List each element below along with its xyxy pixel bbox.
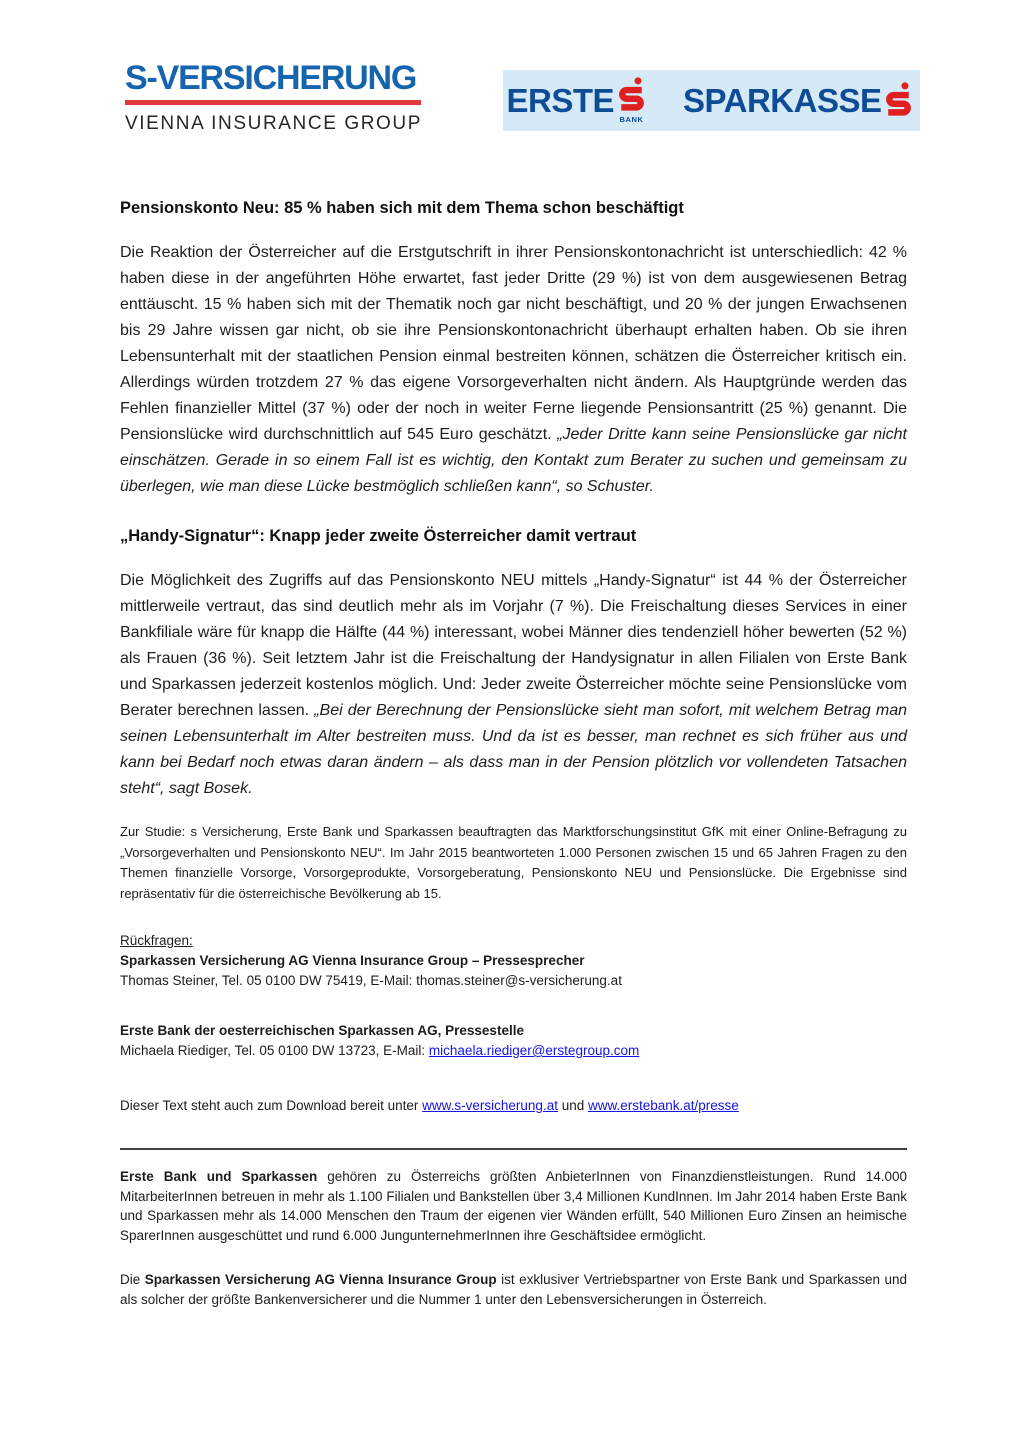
headline-pensionskonto: Pensionskonto Neu: 85 % haben sich mit dem Thema schon beschäftigt <box>120 199 684 217</box>
vienna-insurance-group-label: VIENNA INSURANCE GROUP <box>125 113 423 135</box>
download-text: und <box>557 1098 588 1113</box>
contact-spacer <box>120 1001 907 1021</box>
link-s-versicherung[interactable]: www.s-versicherung.at <box>422 1098 558 1113</box>
contact-text: Michaela Riediger, Tel. 05 0100 DW 13723, E-Mail: <box>120 1043 429 1058</box>
contact-section <box>120 931 907 1061</box>
press-contact-1-title: Sparkassen Versicherung AG Vienna Insurance Group – Pressesprecher <box>120 953 585 968</box>
boilerplate-bold: Sparkassen Versicherung AG Vienna Insurance Group <box>144 1272 497 1287</box>
boilerplate-sparkassen-versicherung <box>120 1270 907 1309</box>
headline-handy-signatur: „Handy-Signatur“: Knapp jeder zweite Österreicher damit vertraut <box>120 527 637 545</box>
s-versicherung-wordmark: S-VERSICHERUNG <box>125 59 417 97</box>
divider-rule <box>120 1148 907 1150</box>
boilerplate-erste-bank <box>120 1167 907 1245</box>
press-contact-1-details: Thomas Steiner, Tel. 05 0100 DW 75419, E-Mail: thomas.steiner@s-versicherung.at <box>120 973 622 988</box>
boilerplate-text: ist exklusiver Vertriebspartner von Erste Bank und Sparkassen und als solcher der größte Bankenversicherer und die Nummer 1 unter den Lebensversicherungen in Österreich. <box>120 1272 907 1307</box>
rueckfragen-label: Rückfragen: <box>120 933 193 948</box>
quote-bosek: „Bei der Berechnung der Pensionslücke sieht man sofort, mit welchem Betrag man seinen Lebensunterhalt im Alter bestreiten muss. Und da ist es besser, man rechnet es sich früher aus und kann bei Bedarf noch etwas daran ändern – als dass man in der Pension plötzlich vor vollendeten Tatsachen steht“, sagt Bosek. <box>120 702 907 797</box>
link-erstebank-presse[interactable]: www.erstebank.at/presse <box>588 1098 739 1113</box>
sparkasse-wordmark: SPARKASSE <box>683 82 882 119</box>
paragraph-text: Die Möglichkeit des Zugriffs auf das Pensionskonto NEU mittels „Handy-Signatur“ ist 44 % der Österreicher mittlerweile vertraut, das sind deutlich mehr als im Vorjahr (7 %). Die Freischaltung dieses Services in einer Bankfiliale wäre für knapp die Hälfte (44 %) interessant, wobei Männer dies tendenziell höher bewerten (52 %) als Frauen (36 %). Seit letztem Jahr ist die Freischaltung der Handysignatur in allen Filialen von Erste Bank und Sparkassen jederzeit kostenlos möglich. Und: Jeder zweite Österreicher möchte seine Pensionslücke vom Berater berechnen lassen. <box>120 572 907 719</box>
study-note: Zur Studie: s Versicherung, Erste Bank und Sparkassen beauftragten das Marktforschungsinstitut GfK mit einer Online-Befragung zu „Vorsorgeverhalten und Pensionskonto NEU“. Im Jahr 2015 beantworteten 1.000 Personen zwischen 15 und 65 Jahren Fragen zu den Themen finanzielle Vorsorge, Vorsorgeprodukte, Vorsorgeberatung, Pensionskonto NEU und Pensionslücke. Die Ergebnisse sind repräsentativ für die österreichische Bevölkerung ab 15. <box>120 824 907 901</box>
paragraph-handy-signatur <box>120 568 907 802</box>
press-contact-2-details <box>120 1041 907 1061</box>
download-text: Dieser Text steht auch zum Download bereit unter <box>120 1098 423 1113</box>
document-body <box>120 0 907 1309</box>
quote-schuster: „Jeder Dritte kann seine Pensionslücke gar nicht einschätzen. Gerade in so einem Fall ist es wichtig, den Kontakt zum Berater zu suchen und gemeinsam zu überlegen, wie man diese Lücke bestmöglich schließen kann“, so Schuster. <box>120 426 908 495</box>
paragraph-reaktion <box>120 240 907 500</box>
press-contact-2-title: Erste Bank der oesterreichischen Sparkassen AG, Pressestelle <box>120 1023 524 1038</box>
erste-wordmark: ERSTE <box>506 82 615 119</box>
paragraph-text: Die Reaktion der Österreicher auf die Erstgutschrift in ihrer Pensionskontonachricht ist unterschiedlich: 42 % haben diese in der angeführten Höhe erwartet, fast jeder Dritte (29 %) ist von dem ausgewiesenen Betrag enttäuscht. 15 % haben sich mit der Thematik noch gar nicht beschäftigt, und 20 % der jungen Erwachsenen bis 29 Jahre wissen gar nicht, ob sie ihre Pensionskontonachricht überhaupt erhalten haben. Ob sie ihren Lebensunterhalt mit der staatlichen Pension einmal bestreiten können, schätzen die Österreicher kritisch ein. Allerdings würden trotzdem 27 % das eigene Vorsorgeverhalten nicht ändern. Als Hauptgründe werden das Fehlen finanzieller Mittel (37 %) oder der noch in weiter Ferne liegende Pensionsantritt (25 %) genannt. Die Pensionslücke wird durchschnittlich auf 545 Euro geschätzt. <box>120 244 907 443</box>
bank-label: BANK <box>619 115 644 125</box>
boilerplate-bold: Erste Bank und Sparkassen <box>120 1169 318 1184</box>
boilerplate-text: gehören zu Österreichs größten AnbieterInnen von Finanzdienstleistungen. Rund 14.000 MitarbeiterInnen betreuen in mehr als 1.100 Filialen und Bankstellen über 3,4 Millionen KundInnen. Im Jahr 2014 haben Erste Bank und Sparkassen mehr als 14.000 Menschen den Traum der eigenen vier Wänden erfüllt, 540 Millionen Euro Zinsen an heimische SparerInnen ausgeschüttet und rund 6.000 JungunternehmerInnen ihre Geschäftsidee ermöglicht. <box>120 1169 907 1243</box>
email-link-riediger[interactable]: michaela.riediger@erstegroup.com <box>428 1043 640 1058</box>
boilerplate-text: Die <box>120 1272 145 1287</box>
download-note <box>120 1096 907 1116</box>
